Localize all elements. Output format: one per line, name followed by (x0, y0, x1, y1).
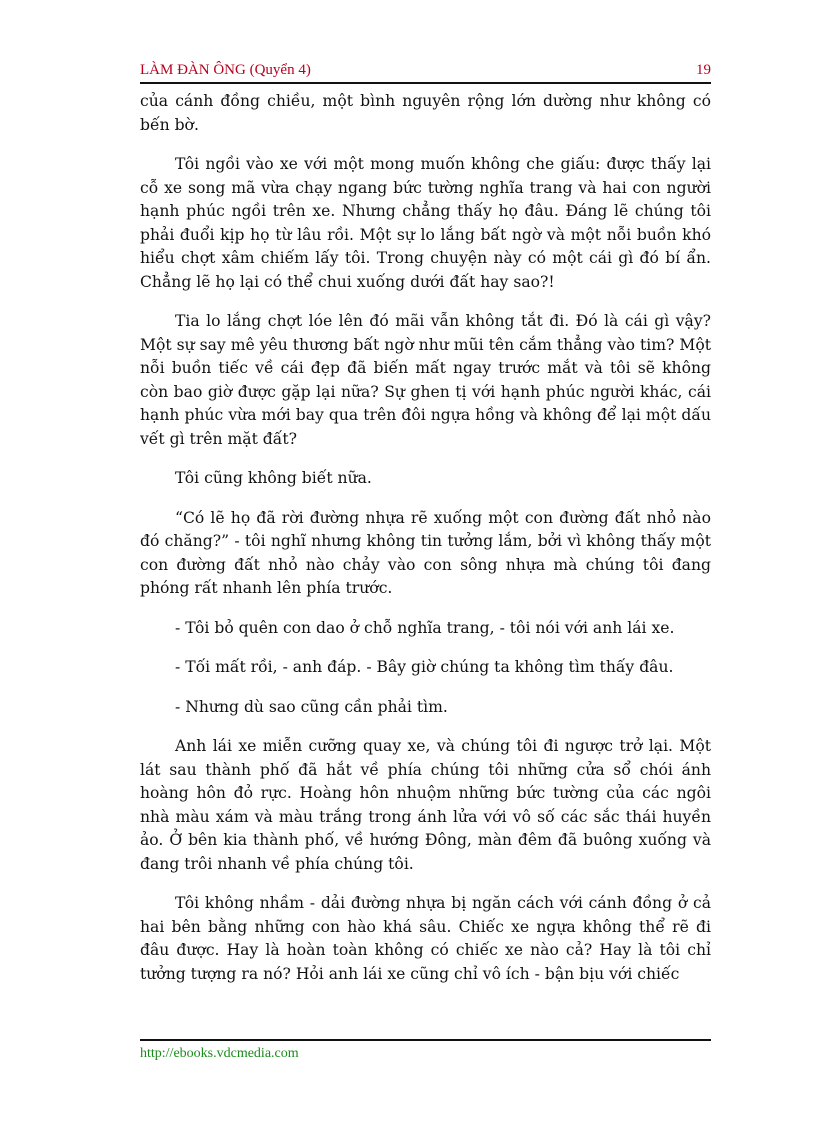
paragraph: của cánh đồng chiều, một bình nguyên rộng lớn dường như không có bến bờ. (140, 92, 711, 134)
paragraph: Tôi ngồi vào xe với một mong muốn không che giấu: được thấy lại cỗ xe song mã vừa chạy ngang bức tường nghĩa trang và hai con người hạnh phúc ngồi trên xe. Nhưng chẳng thấy họ đâu. Đáng lẽ chúng tôi phải đuổi kịp họ từ lâu rồi. Một sự lo lắng bất ngờ và một nỗi buồn khó hiểu chợt xâm chiếm lấy tôi. Trong chuyện này có một cái gì đó bí ẩn. Chẳng lẽ họ lại có thể chui xuống dưới đất hay sao?! (140, 155, 711, 291)
paragraph: Tôi không nhầm - dải đường nhựa bị ngăn cách với cánh đồng ở cả hai bên bằng những con hào khá sâu. Chiếc xe ngựa không thể rẽ đi đâu được. Hay là hoàn toàn không có chiếc xe nào cả? Hay là tôi chỉ tưởng tượng ra nó? Hỏi anh lái xe cũng chỉ vô ích - bận bịu với chiếc (140, 894, 711, 983)
page-body (140, 90, 711, 1002)
dialogue-line: - Tối mất rồi, - anh đáp. - Bây giờ chúng ta không tìm thấy đâu. (175, 658, 674, 676)
paragraph: “Có lẽ họ đã rời đường nhựa rẽ xuống một con đường đất nhỏ nào đó chăng?” - tôi nghĩ nhưng không tin tưởng lắm, bởi vì không thấy một con đường đất nhỏ nào chảy vào con sông nhựa mà chúng tôi đang phóng rất nhanh lên phía trước. (140, 508, 711, 597)
dialogue-line: - Tôi bỏ quên con dao ở chỗ nghĩa trang, - tôi nói với anh lái xe. (175, 618, 675, 637)
footer-rule (140, 1039, 711, 1041)
page-header (140, 62, 711, 82)
page-number: 19 (696, 62, 711, 78)
footer-link[interactable]: http://ebooks.vdcmedia.com (140, 1046, 299, 1061)
paragraph: Tôi cũng không biết nữa. (175, 469, 372, 487)
header-rule (140, 82, 711, 84)
paragraph: Tia lo lắng chợt lóe lên đó mãi vẫn không tắt đi. Đó là cái gì vậy? Một sự say mê yêu thương bất ngờ như mũi tên cắm thẳng vào tim? Một nỗi buồn tiếc về cái đẹp đã biến mất ngay trước mắt và tôi sẽ không còn bao giờ được gặp lại nữa? Sự ghen tị với hạnh phúc người khác, cái hạnh phúc vừa mới bay qua trên đôi ngựa hồng và không để lại một dấu vết gì trên mặt đất? (140, 312, 711, 448)
book-title: LÀM ĐÀN ÔNG (Quyển 4) (140, 62, 311, 78)
dialogue-line: - Nhưng dù sao cũng cần phải tìm. (175, 697, 448, 716)
paragraph: Anh lái xe miễn cưỡng quay xe, và chúng tôi đi ngược trở lại. Một lát sau thành phố đã hắt về phía chúng tôi những cửa sổ chói ánh hoàng hôn đỏ rực. Hoàng hôn nhuộm những bức tường của các ngôi nhà màu xám và màu trắng trong ánh lửa với vô số các sắc thái huyền ảo. Ở bên kia thành phố, về hướng Đông, màn đêm đã buông xuống và đang trôi nhanh về phía chúng tôi. (140, 737, 711, 873)
